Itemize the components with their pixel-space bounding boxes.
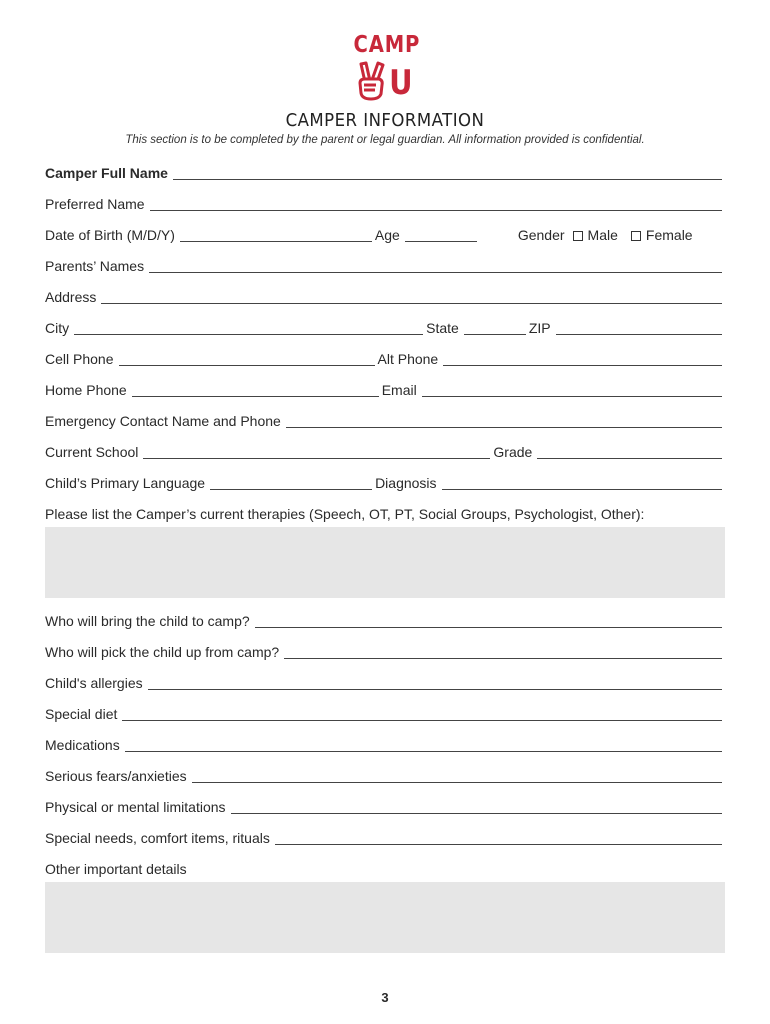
therapies-textarea[interactable] [45, 527, 725, 598]
grade-label: Grade [493, 444, 533, 460]
female-label: Female [645, 227, 693, 243]
who-brings-field[interactable] [255, 627, 722, 628]
primary-language-label: Child’s Primary Language [45, 475, 206, 491]
current-school-field[interactable] [143, 458, 490, 459]
city-label: City [45, 320, 70, 336]
logo-camp-text: CAMP [353, 32, 421, 58]
other-details-label: Other important details [45, 861, 187, 877]
camp-u-logo [348, 33, 422, 103]
email-label: Email [381, 382, 417, 398]
limitations-row [45, 796, 725, 816]
therapies-row [45, 503, 725, 523]
emergency-contact-field[interactable] [286, 427, 722, 428]
email-field[interactable] [422, 396, 722, 397]
zip-field[interactable] [556, 334, 722, 335]
grade-field[interactable] [537, 458, 722, 459]
age-label: Age [374, 227, 400, 243]
female-checkbox[interactable] [631, 231, 641, 241]
logo-u-text: U [388, 63, 413, 103]
home-phone-label: Home Phone [45, 382, 127, 398]
address-row [45, 286, 725, 306]
dob-field[interactable] [180, 241, 372, 242]
state-field[interactable] [464, 334, 526, 335]
city-state-zip-row [45, 317, 725, 337]
male-label: Male [587, 227, 618, 243]
school-grade-row [45, 441, 725, 461]
allergies-row [45, 672, 725, 692]
special-needs-row [45, 827, 725, 847]
allergies-label: Child's allergies [45, 675, 143, 691]
peace-sign-hand-icon [356, 61, 386, 101]
full-name-label: Camper Full Name [45, 165, 168, 181]
page-title: CAMPER INFORMATION [285, 110, 485, 131]
cell-phone-field[interactable] [119, 365, 375, 366]
who-picks-up-row [45, 641, 725, 661]
therapies-label: Please list the Camper’s current therapies (Speech, OT, PT, Social Groups, Psychologist, Other): [45, 506, 645, 522]
allergies-field[interactable] [148, 689, 722, 690]
home-phone-email-row [45, 379, 725, 399]
home-phone-field[interactable] [132, 396, 379, 397]
special-diet-row [45, 703, 725, 723]
alt-phone-field[interactable] [443, 365, 722, 366]
limitations-label: Physical or mental limitations [45, 799, 226, 815]
alt-phone-label: Alt Phone [377, 351, 439, 367]
diagnosis-label: Diagnosis [375, 475, 437, 491]
other-details-textarea[interactable] [45, 882, 725, 953]
other-details-row [45, 858, 725, 878]
special-needs-field[interactable] [275, 844, 722, 845]
medications-field[interactable] [125, 751, 722, 752]
cell-phone-label: Cell Phone [45, 351, 114, 367]
dob-age-gender-row [45, 224, 725, 244]
language-diagnosis-row [45, 472, 725, 492]
male-checkbox[interactable] [573, 231, 583, 241]
medications-label: Medications [45, 737, 120, 753]
emergency-contact-label: Emergency Contact Name and Phone [45, 413, 281, 429]
dob-label: Date of Birth (M/D/Y) [45, 227, 175, 243]
medications-row [45, 734, 725, 754]
fears-label: Serious fears/anxieties [45, 768, 187, 784]
full-name-field[interactable] [173, 179, 722, 180]
address-field[interactable] [101, 303, 722, 304]
preferred-name-label: Preferred Name [45, 196, 145, 212]
city-field[interactable] [74, 334, 423, 335]
zip-label: ZIP [528, 320, 551, 336]
special-needs-label: Special needs, comfort items, rituals [45, 830, 270, 846]
address-label: Address [45, 289, 97, 305]
current-school-label: Current School [45, 444, 139, 460]
gender-label: Gender [517, 227, 565, 243]
limitations-field[interactable] [231, 813, 722, 814]
diagnosis-field[interactable] [442, 489, 722, 490]
page-number: 3 [381, 990, 389, 1005]
emergency-contact-row [45, 410, 725, 430]
parents-names-field[interactable] [149, 272, 722, 273]
preferred-name-field[interactable] [150, 210, 722, 211]
phone-row [45, 348, 725, 368]
fears-field[interactable] [192, 782, 722, 783]
parents-names-row [45, 255, 725, 275]
special-diet-field[interactable] [122, 720, 722, 721]
who-picks-up-label: Who will pick the child up from camp? [45, 644, 280, 660]
who-brings-label: Who will bring the child to camp? [45, 613, 250, 629]
preferred-name-row [45, 193, 725, 213]
special-diet-label: Special diet [45, 706, 118, 722]
primary-language-field[interactable] [210, 489, 372, 490]
who-brings-row [45, 610, 725, 630]
fears-row [45, 765, 725, 785]
age-field[interactable] [405, 241, 477, 242]
full-name-row [45, 162, 725, 182]
parents-names-label: Parents’ Names [45, 258, 145, 274]
state-label: State [426, 320, 459, 336]
who-picks-up-field[interactable] [284, 658, 722, 659]
page-subtitle: This section is to be completed by the parent or legal guardian. All information provided is confidential. [125, 134, 645, 146]
